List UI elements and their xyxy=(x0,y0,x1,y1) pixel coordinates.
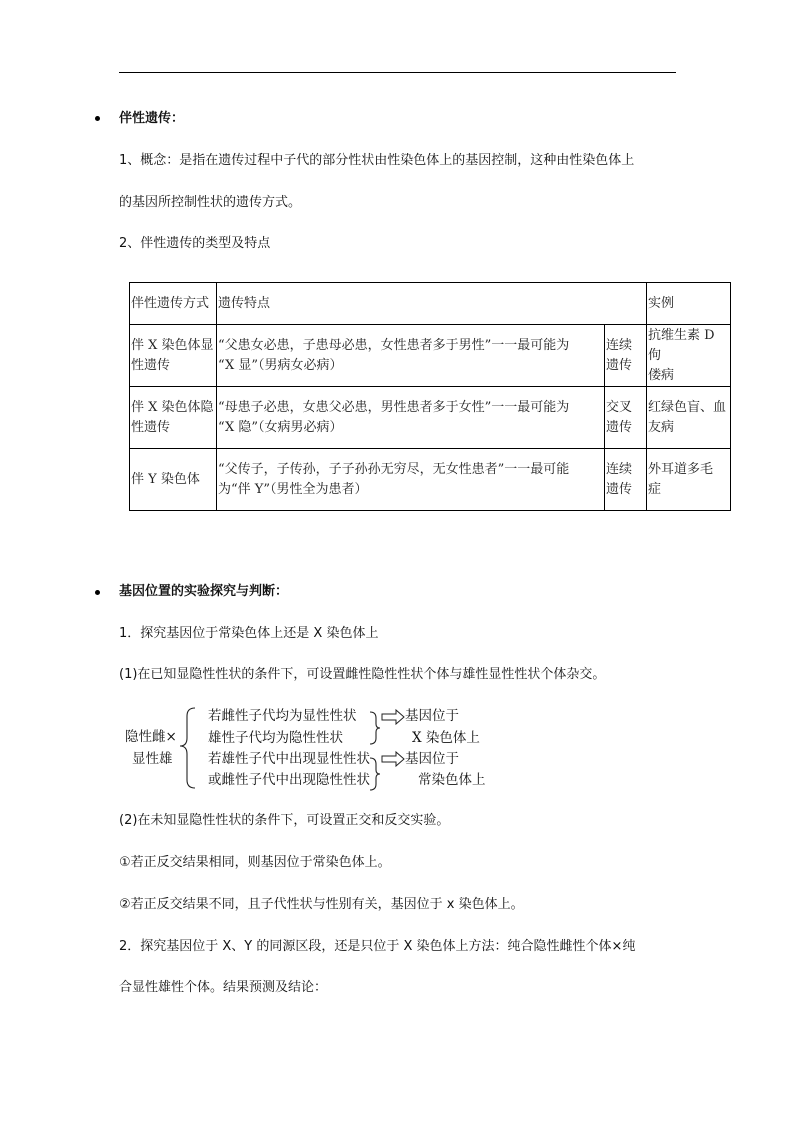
paragraph-7: 合显性雄性个体。结果预测及结论： xyxy=(119,980,328,995)
table-row xyxy=(130,325,731,387)
paragraph-2: (1)在已知显隐性性状的条件下，可设置雌性隐性性状个体与雄性显性性状个体杂交。 xyxy=(119,667,606,682)
header-rule xyxy=(119,72,676,73)
table-cell-mode: 连续 遗传 xyxy=(605,325,647,387)
concept-line-2: 的基因所控制性状的遗传方式。 xyxy=(119,195,302,210)
result-1-line1: 基因位于 xyxy=(405,708,459,724)
result-1-line2: X 染色体上 xyxy=(412,730,480,746)
table-header-cell: 实例 xyxy=(647,283,731,325)
table-header-cell: 遗传特点 xyxy=(217,283,647,325)
table-cell-example: 抗维生素 D 佝 偻病 xyxy=(647,325,731,387)
paragraph-1: 1．探究基因位于常染色体上还是 X 染色体上 xyxy=(119,626,379,641)
table-cell-type: 伴 X 染色体显 性遗传 xyxy=(130,325,217,387)
cross-label-line2: 显性雄 xyxy=(132,751,173,767)
types-heading: 2、伴性遗传的类型及特点 xyxy=(119,236,271,251)
table-cell-example: 外耳道多毛 症 xyxy=(647,449,731,511)
condition-4: 或雌性子代中出现隐性性状 xyxy=(208,772,370,788)
table-cell-type: 伴 Y 染色体 xyxy=(130,449,217,511)
sex-linked-inheritance-table xyxy=(129,282,731,511)
table-cell-example: 红绿色盲、血 友病 xyxy=(647,387,731,449)
table-cell-feature: “父传子，子传孙，子子孙孙无穷尽，无女性患者”一一最可能 为“伴 Y”（男性全为患者） xyxy=(217,449,605,511)
table-cell-feature: “母患子必患，女患父必患，男性患者多于女性”一一最可能为 “X 隐”（女病男必病） xyxy=(217,387,605,449)
paragraph-6: 2．探究基因位于 X、Y 的同源区段，还是只位于 X 染色体上方法：纯合隐性雌性个体×纯 xyxy=(119,939,636,954)
table-row xyxy=(130,387,731,449)
bullet-icon xyxy=(95,590,100,595)
table-header-row xyxy=(130,283,731,325)
table-cell-mode: 连续 遗传 xyxy=(605,449,647,511)
paragraph-4: ①若正反交结果相同，则基因位于常染色体上。 xyxy=(119,855,391,870)
table-row xyxy=(130,449,731,511)
bullet-icon xyxy=(95,116,100,121)
condition-1: 若雌性子代均为显性性状 xyxy=(208,708,357,724)
concept-line-1: 1、概念：是指在遗传过程中子代的部分性状由性染色体上的基因控制，这种由性染色体上 xyxy=(119,153,635,168)
cross-diagram xyxy=(124,700,504,795)
condition-2: 雄性子代均为隐性性状 xyxy=(208,730,343,746)
section-title-gene-location: 基因位置的实验探究与判断： xyxy=(119,584,289,599)
table-header-cell: 伴性遗传方式 xyxy=(130,283,217,325)
cross-label-line1: 隐性雌× xyxy=(125,729,177,745)
paragraph-5: ②若正反交结果不同，且子代性状与性别有关，基因位于 x 染色体上。 xyxy=(119,897,524,912)
result-2-line2: 常染色体上 xyxy=(418,772,486,788)
result-2-line1: 基因位于 xyxy=(405,751,459,767)
table-cell-feature: “父患女必患，子患母必患，女性患者多于男性”一一最可能为 “X 显”（男病女必病） xyxy=(217,325,605,387)
table-cell-mode: 交叉 遗传 xyxy=(605,387,647,449)
table-cell-type: 伴 X 染色体隐 性遗传 xyxy=(130,387,217,449)
section-title-sex-linked: 伴性遗传： xyxy=(119,111,185,126)
condition-3: 若雄性子代中出现显性性状 xyxy=(208,751,370,767)
paragraph-3: (2)在未知显隐性性状的条件下，可设置正交和反交实验。 xyxy=(119,813,450,828)
